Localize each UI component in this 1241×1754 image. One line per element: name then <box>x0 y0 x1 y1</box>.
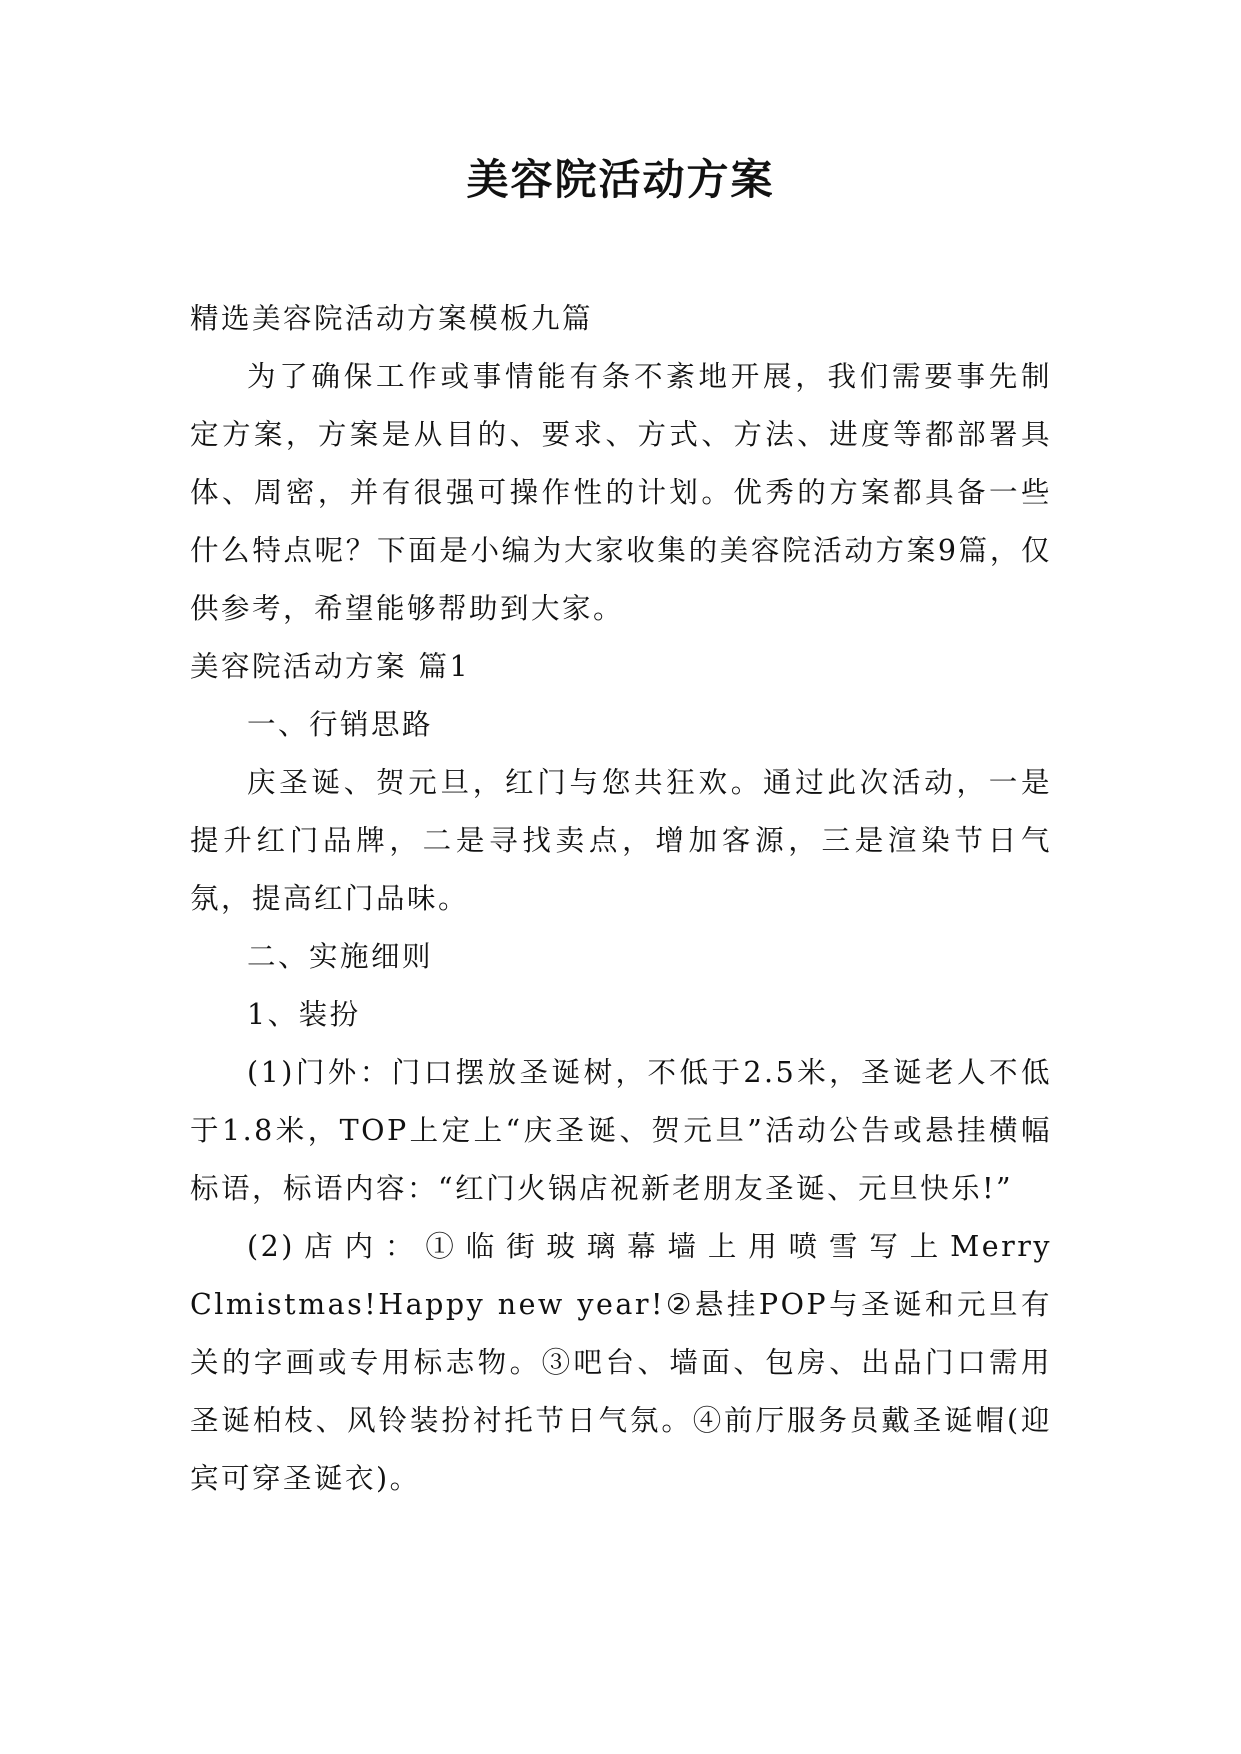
intro-paragraph: 为了确保工作或事情能有条不紊地开展，我们需要事先制定方案，方案是从目的、要求、方式、方法、进度等都部署具体、周密，并有很强可操作性的计划。优秀的方案都具备一些什么特点呢？下面是小编为大家收集的美容院活动方案9篇，仅供参考，希望能够帮助到大家。 <box>190 360 1052 625</box>
document-body <box>190 290 1052 1508</box>
section-heading: 美容院活动方案 篇1 <box>190 650 471 683</box>
document-title: 美容院活动方案 <box>466 155 775 204</box>
marketing-paragraph: 庆圣诞、贺元旦，红门与您共狂欢。通过此次活动，一是提升红门品牌，二是寻找卖点，增加客源，三是渲染节日气氛，提高红门品味。 <box>190 766 1052 915</box>
subtitle: 精选美容院活动方案模板九篇 <box>190 302 594 335</box>
inside-paragraph: (2)店内：①临街玻璃幕墙上用喷雪写上Merry Clmistmas!Happy new year!②悬挂POP与圣诞和元旦有关的字画或专用标志物。③吧台、墙面、包房、出品门口需用圣诞柏枝、风铃装扮衬托节日气氛。④前厅服务员戴圣诞帽(迎宾可穿圣诞衣)。 <box>190 1230 1052 1495</box>
heading-marketing-idea: 一、行销思路 <box>247 708 434 741</box>
outside-paragraph: (1)门外：门口摆放圣诞树，不低于2.5米，圣诞老人不低于1.8米，TOP上定上“庆圣诞、贺元旦”活动公告或悬挂横幅标语，标语内容：“红门火锅店祝新老朋友圣诞、元旦快乐!” <box>190 1056 1052 1205</box>
heading-implementation: 二、实施细则 <box>247 940 434 973</box>
heading-decoration: 1、装扮 <box>247 998 361 1031</box>
